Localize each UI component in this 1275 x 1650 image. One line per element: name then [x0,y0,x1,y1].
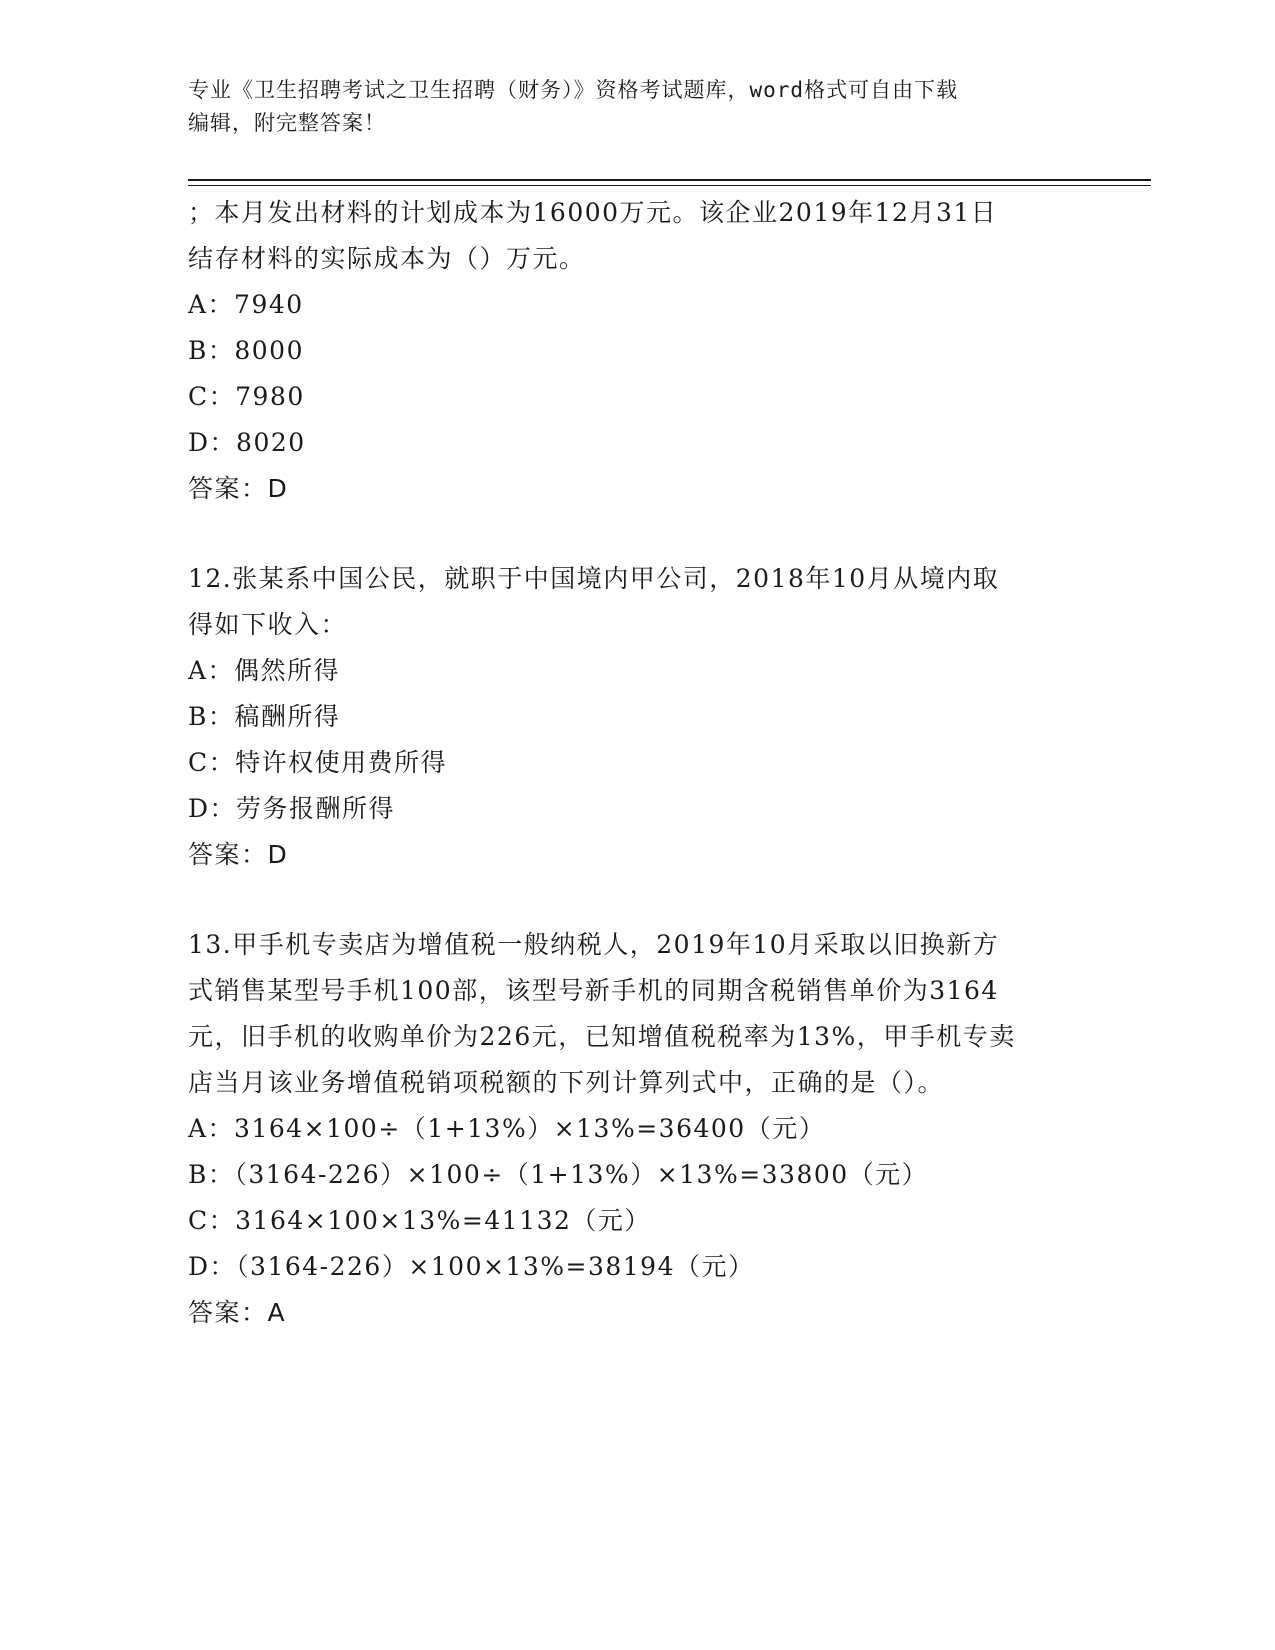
option-c: C：7980 [188,382,305,411]
option-c: C：3164×100×13%=41132（元） [188,1206,651,1235]
header-line-2: 编辑，附完整答案！ [188,111,386,135]
answer-line: 答案：A [188,1298,287,1327]
document-body [188,190,1088,1336]
option-a: A：7940 [188,290,304,319]
question-text-line: 12.张某系中国公民，就职于中国境内甲公司，2018年10月从境内取 [188,564,1000,593]
question-text-line: 13.甲手机专卖店为增值税一般纳税人，2019年10月采取以旧换新方 [188,930,1000,959]
answer-line: 答案：D [188,474,289,503]
question-text-line: 元，旧手机的收购单价为226元，已知增值税税率为13%，甲手机专卖 [188,1022,1016,1051]
question-text-line: ；本月发出材料的计划成本为16000万元。该企业2019年12月31日 [188,198,998,227]
header-divider-thin [188,185,1151,186]
option-c: C：特许权使用费所得 [188,748,448,777]
header-line-1: 专业《卫生招聘考试之卫生招聘（财务）》资格考试题库，word格式可自由下载 [188,78,959,102]
option-a: A：偶然所得 [188,656,341,685]
answer-line: 答案：D [188,840,289,869]
option-d: D：劳务报酬所得 [188,794,396,823]
question-11 [188,190,1088,512]
question-text-line: 结存材料的实际成本为（）万元。 [188,244,586,273]
question-13 [188,922,1088,1336]
option-d: D：8020 [188,428,306,457]
question-text-line: 店当月该业务增值税销项税额的下列计算列式中，正确的是（）。 [188,1068,945,1097]
question-12 [188,556,1088,878]
option-b: B：（3164-226）×100÷（1+13%）×13%=33800（元） [188,1160,929,1189]
option-d: D：（3164-226）×100×13%=38194（元） [188,1252,755,1281]
option-b: B：稿酬所得 [188,702,341,731]
option-a: A：3164×100÷（1+13%）×13%=36400（元） [188,1114,826,1143]
question-text-line: 式销售某型号手机100部，该型号新手机的同期含税销售单价为3164 [188,976,999,1005]
document-header [188,74,1068,140]
option-b: B：8000 [188,336,304,365]
question-text-line: 得如下收入： [188,610,348,639]
header-divider-thick [188,179,1151,181]
